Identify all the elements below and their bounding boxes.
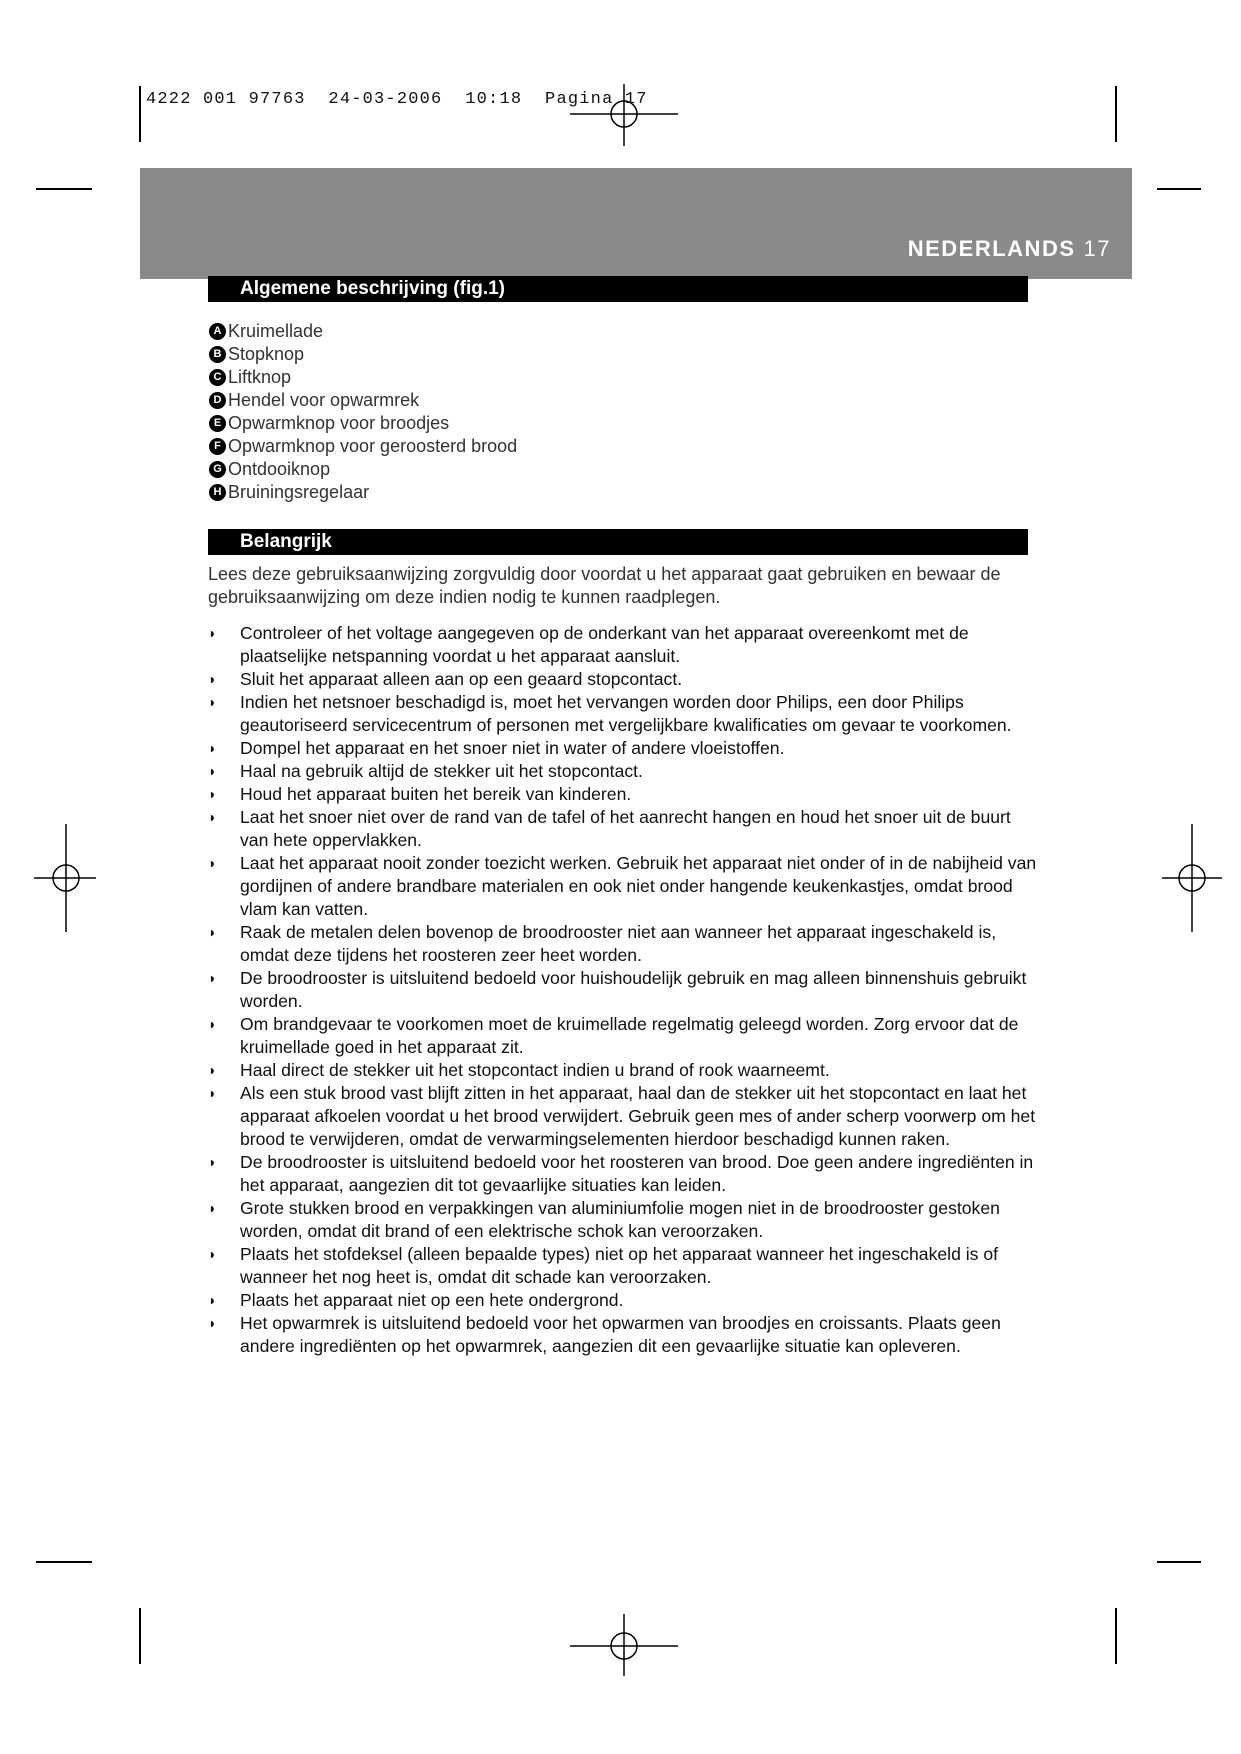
crop-mark	[1157, 1561, 1201, 1563]
safety-item	[208, 1082, 1038, 1151]
part-label: Opwarmknop voor geroosterd brood	[228, 436, 518, 456]
safety-item	[208, 852, 1038, 921]
crop-mark	[1115, 86, 1117, 142]
bullet-icon: ◗	[208, 1315, 217, 1331]
registration-mark-icon	[1160, 822, 1224, 934]
safety-item	[208, 737, 1038, 760]
part-label: Liftknop	[228, 367, 292, 387]
part-item	[209, 435, 517, 458]
safety-text: Laat het snoer niet over de rand van de tafel of het aanrecht hangen en houd het snoer uit de buurt van hete oppervlakken.	[240, 807, 1011, 850]
safety-text: Als een stuk brood vast blijft zitten in het apparaat, haal dan de stekker uit het stopcontact en laat het apparaat afkoelen voordat u het brood verwijdert. Gebruik geen mes of ander scherp voorwerp om het brood te verwijderen, omdat de verwarmingselementen hierdoor beschadigd kunnen raken.	[240, 1083, 1036, 1149]
bullet-icon: ◗	[208, 1200, 217, 1216]
safety-text: Sluit het apparaat alleen aan op een geaard stopcontact.	[240, 669, 683, 689]
safety-text: Houd het apparaat buiten het bereik van kinderen.	[240, 784, 632, 804]
bullet-icon: ◗	[208, 1016, 217, 1032]
registration-mark-icon	[566, 1610, 682, 1676]
part-letter-badge: E	[209, 415, 226, 432]
safety-text: Plaats het apparaat niet op een hete ondergrond.	[240, 1290, 624, 1310]
registration-mark-icon	[34, 822, 98, 934]
bullet-icon: ◗	[208, 786, 217, 802]
safety-text: Indien het netsnoer beschadigd is, moet het vervangen worden door Philips, een door Philips geautoriseerd servicecentrum of personen met vergelijkbare kwalificaties om gevaar te voorkomen.	[240, 692, 1012, 735]
bullet-icon: ◗	[208, 1085, 217, 1101]
part-letter-badge: G	[209, 461, 226, 478]
safety-item	[208, 1013, 1038, 1059]
crop-mark	[139, 1608, 141, 1664]
section-title-important: Belangrijk	[208, 529, 1028, 555]
crop-mark	[36, 188, 92, 190]
bullet-icon: ◗	[208, 855, 217, 871]
part-item	[209, 389, 517, 412]
print-job-info: 4222 001 97763 24-03-2006 10:18 Pagina 17	[146, 90, 648, 109]
safety-item	[208, 1289, 1038, 1312]
safety-item	[208, 1197, 1038, 1243]
bullet-icon: ◗	[208, 970, 217, 986]
part-item	[209, 458, 517, 481]
bullet-icon: ◗	[208, 1292, 217, 1308]
crop-mark	[36, 1561, 92, 1563]
section-title-description: Algemene beschrijving (fig.1)	[208, 276, 1028, 302]
safety-item	[208, 1059, 1038, 1082]
page-header-band	[140, 168, 1132, 279]
page-number: 17	[1083, 236, 1111, 261]
safety-text: Controleer of het voltage aangegeven op de onderkant van het apparaat overeenkomt met de plaatselijke netspanning voordat u het apparaat aansluit.	[240, 623, 969, 666]
safety-item	[208, 967, 1038, 1013]
part-letter-badge: F	[209, 438, 226, 455]
part-letter-badge: A	[209, 323, 226, 340]
language-title: NEDERLANDS	[907, 236, 1076, 261]
bullet-icon: ◗	[208, 740, 217, 756]
part-letter-badge: D	[209, 392, 226, 409]
part-label: Opwarmknop voor broodjes	[228, 413, 450, 433]
part-letter-badge: H	[209, 484, 226, 501]
bullet-icon: ◗	[208, 1062, 217, 1078]
safety-text: De broodrooster is uitsluitend bedoeld voor het roosteren van brood. Doe geen andere ingrediënten in het apparaat, aangezien dit tot gevaarlijke situaties kan leiden.	[240, 1152, 1034, 1195]
part-item	[209, 320, 517, 343]
safety-item	[208, 1151, 1038, 1197]
safety-list	[208, 622, 1038, 1358]
crop-mark	[139, 86, 141, 142]
part-label: Hendel voor opwarmrek	[228, 390, 420, 410]
bullet-icon: ◗	[208, 694, 217, 710]
bullet-icon: ◗	[208, 924, 217, 940]
part-item	[209, 481, 517, 504]
safety-item	[208, 760, 1038, 783]
parts-list	[209, 320, 517, 504]
part-label: Stopknop	[228, 344, 305, 364]
safety-text: De broodrooster is uitsluitend bedoeld voor huishoudelijk gebruik en mag alleen binnenshuis gebruikt worden.	[240, 968, 1027, 1011]
part-item	[209, 343, 517, 366]
part-label: Bruiningsregelaar	[228, 482, 370, 502]
part-item	[209, 412, 517, 435]
safety-item	[208, 1243, 1038, 1289]
safety-text: Haal na gebruik altijd de stekker uit het stopcontact.	[240, 761, 643, 781]
safety-item	[208, 806, 1038, 852]
page-header	[908, 236, 1111, 262]
safety-text: Raak de metalen delen bovenop de broodrooster niet aan wanneer het apparaat ingeschakeld is, omdat deze tijdens het roosteren zeer heet worden.	[240, 922, 997, 965]
part-letter-badge: B	[209, 346, 226, 363]
safety-item	[208, 921, 1038, 967]
crop-mark	[1157, 188, 1201, 190]
part-letter-badge: C	[209, 369, 226, 386]
safety-item	[208, 1312, 1038, 1358]
bullet-icon: ◗	[208, 625, 217, 641]
part-label: Kruimellade	[228, 321, 324, 341]
important-intro: Lees deze gebruiksaanwijzing zorgvuldig door voordat u het apparaat gaat gebruiken en bewaar de gebruiksaanwijzing om deze indien nodig te kunnen raadplegen.	[208, 564, 1001, 607]
safety-text: Grote stukken brood en verpakkingen van aluminiumfolie mogen niet in de broodrooster gestoken worden, omdat dit brand of een elektrische schok kan veroorzaken.	[240, 1198, 1000, 1241]
bullet-icon: ◗	[208, 809, 217, 825]
safety-text: Om brandgevaar te voorkomen moet de kruimellade regelmatig geleegd worden. Zorg ervoor dat de kruimellade goed in het apparaat zit.	[240, 1014, 1019, 1057]
crop-mark	[1115, 1608, 1117, 1664]
safety-text: Haal direct de stekker uit het stopcontact indien u brand of rook waarneemt.	[240, 1060, 830, 1080]
safety-text: Dompel het apparaat en het snoer niet in water of andere vloeistoffen.	[240, 738, 785, 758]
safety-item	[208, 668, 1038, 691]
safety-text: Laat het apparaat nooit zonder toezicht werken. Gebruik het apparaat niet onder of in de nabijheid van gordijnen of andere brandbare materialen en ook niet onder hangende keukenkastjes, omdat brood vlam kan vatten.	[240, 853, 1037, 919]
safety-item	[208, 622, 1038, 668]
safety-text: Plaats het stofdeksel (alleen bepaalde types) niet op het apparaat wanneer het ingeschakeld is of wanneer het nog heet is, omdat dit schade kan veroorzaken.	[240, 1244, 999, 1287]
bullet-icon: ◗	[208, 671, 217, 687]
safety-item	[208, 783, 1038, 806]
safety-text: Het opwarmrek is uitsluitend bedoeld voor het opwarmen van broodjes en croissants. Plaats geen andere ingrediënten op het opwarmrek, aangezien dit een gevaarlijke situatie kan opleveren.	[240, 1313, 1001, 1356]
safety-item	[208, 691, 1038, 737]
bullet-icon: ◗	[208, 1246, 217, 1262]
bullet-icon: ◗	[208, 763, 217, 779]
part-item	[209, 366, 517, 389]
part-label: Ontdooiknop	[228, 459, 331, 479]
bullet-icon: ◗	[208, 1154, 217, 1170]
